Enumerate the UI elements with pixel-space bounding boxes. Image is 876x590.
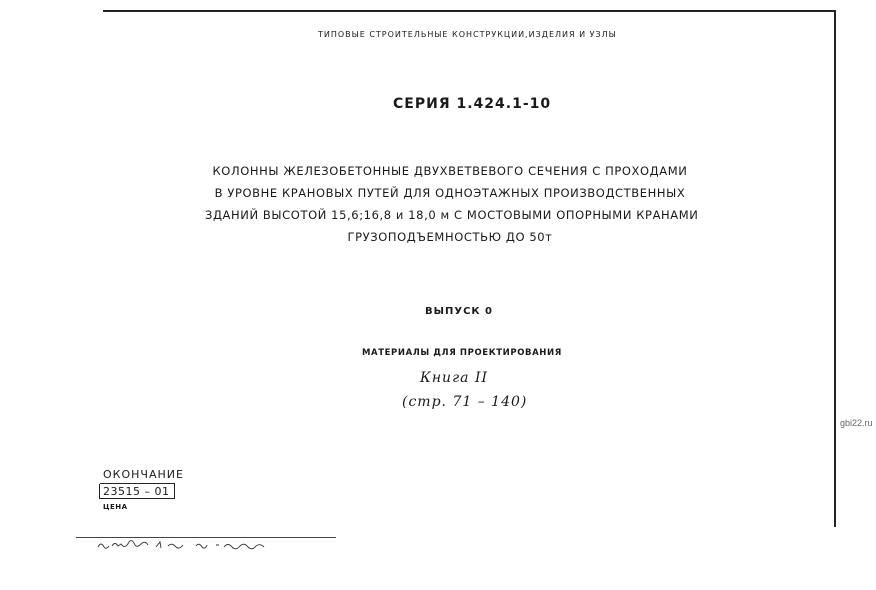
document-title bbox=[205, 160, 699, 248]
materials-subtitle: МАТЕРИАЛЫ ДЛЯ ПРОЕКТИРОВАНИЯ bbox=[362, 348, 562, 358]
ending-label: ОКОНЧАНИЕ bbox=[103, 468, 184, 481]
price-label: ЦЕНА bbox=[103, 503, 128, 511]
series-number: СЕРИЯ 1.424.1-10 bbox=[393, 96, 552, 112]
title-line: ЗДАНИЙ ВЫСОТОЙ 15,6;16,8 и 18,0 м С МОСТОВЫМИ ОПОРНЫМИ КРАНАМИ bbox=[205, 208, 699, 222]
title-line: В УРОВНЕ КРАНОВЫХ ПУТЕЙ ДЛЯ ОДНОЭТАЖНЫХ ПРОИЗВОДСТВЕННЫХ bbox=[214, 186, 686, 200]
title-line: ГРУЗОПОДЪЕМНОСТЬЮ ДО 50т bbox=[347, 230, 553, 244]
publication-header: ТИПОВЫЕ СТРОИТЕЛЬНЫЕ КОНСТРУКЦИИ,ИЗДЕЛИЯ И УЗЛЫ bbox=[318, 30, 617, 39]
issue-number: ВЫПУСК 0 bbox=[425, 306, 494, 317]
sheet-frame bbox=[103, 10, 836, 527]
page-range: (стр. 71 – 140) bbox=[402, 394, 528, 410]
ending-code: 23515 – 01 bbox=[103, 485, 170, 498]
handwritten-signature bbox=[96, 538, 286, 552]
watermark: gbi22.ru bbox=[840, 418, 873, 428]
title-line: КОЛОННЫ ЖЕЛЕЗОБЕТОННЫЕ ДВУХВЕТВЕВОГО СЕЧЕНИЯ С ПРОХОДАМИ bbox=[212, 164, 688, 178]
book-number: Книга II bbox=[420, 370, 489, 386]
